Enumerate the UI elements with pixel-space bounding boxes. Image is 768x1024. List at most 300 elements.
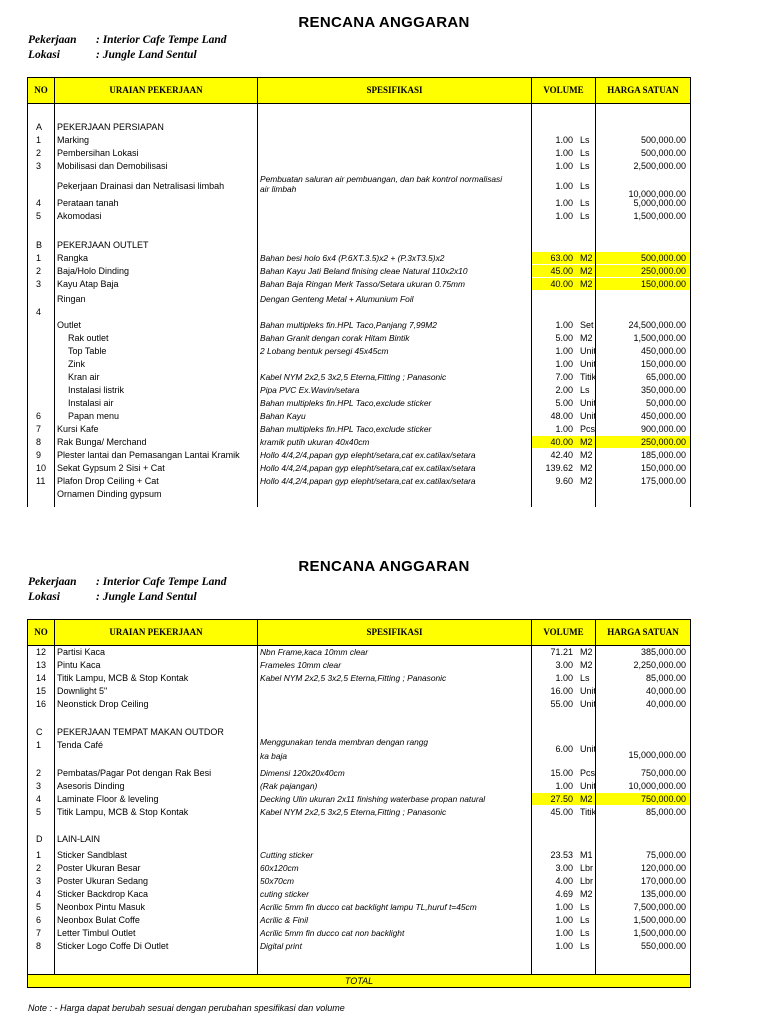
table-row: [28, 197, 692, 209]
table-row: [28, 147, 692, 159]
cell-volume: 1.00: [555, 161, 573, 171]
table-row: [28, 449, 692, 461]
table-row: [28, 862, 692, 874]
cell-unit: M2: [580, 889, 593, 899]
cell-volume: 42.40: [550, 450, 573, 460]
cell-volume: 48.00: [550, 411, 573, 421]
cell-unit: Unit: [580, 346, 597, 356]
cell-unit: M2: [580, 450, 593, 460]
cell-unit: Ls: [580, 941, 590, 951]
cell-uraian: Baja/Holo Dinding: [57, 266, 130, 276]
cell-harga: 40,000.00: [645, 686, 686, 696]
cell-uraian: Pembersihan Lokasi: [57, 148, 139, 158]
cell-no: 3: [36, 161, 42, 171]
cell-harga: 450,000.00: [640, 346, 686, 356]
cell-unit: Set: [580, 320, 594, 330]
table-row: [28, 698, 692, 710]
project-meta-2: [28, 575, 227, 605]
cell-unit: Unit: [580, 359, 597, 369]
cell-spesifikasi: (Rak pajangan): [260, 781, 318, 791]
cell-spesifikasi: Digital print: [260, 941, 302, 951]
cell-uraian: Pembatas/Pagar Pot dengan Rak Besi: [57, 768, 212, 778]
cell-uraian: Laminate Floor & leveling: [57, 794, 159, 804]
table-header: [27, 77, 691, 104]
table-body-2: [27, 646, 691, 974]
cell-no: 4: [36, 889, 42, 899]
table-row: [28, 121, 692, 133]
cell-no: 5: [36, 211, 42, 221]
cell-unit: Ls: [580, 915, 590, 925]
table-row: [28, 265, 692, 277]
cell-harga: 2,500,000.00: [633, 161, 686, 171]
cell-no: 7: [36, 928, 42, 938]
cell-uraian: Marking: [57, 135, 90, 145]
cell-uraian: Neonbox Bulat Coffe: [57, 915, 140, 925]
page-title: RENCANA ANGGARAN: [298, 14, 470, 31]
cell-uraian: Partisi Kaca: [57, 647, 106, 657]
cell-uraian: Instalasi air: [68, 398, 114, 408]
cell-uraian: Letter Timbul Outlet: [57, 928, 136, 938]
cell-unit: M2: [580, 253, 593, 263]
cell-uraian: PEKERJAAN PERSIAPAN: [57, 122, 164, 132]
cell-uraian: Akomodasi: [57, 211, 102, 221]
cell-spesifikasi: Acrilic & Finil: [260, 915, 308, 925]
table-row: [28, 475, 692, 487]
cell-no: 7: [36, 424, 42, 434]
cell-uraian: Titik Lampu, MCB & Stop Kontak: [57, 673, 189, 683]
cell-spesifikasi: Hollo 4/4,2/4,papan gyp elepht/setara,cat ex.catilax/setara: [260, 463, 476, 473]
cell-unit: M2: [580, 437, 593, 447]
cell-uraian: Kayu Atap Baja: [57, 279, 119, 289]
cell-spesifikasi: Bahan multipleks fin.HPL Taco,exclude sticker: [260, 398, 432, 408]
cell-harga: 175,000.00: [640, 476, 686, 486]
cell-spesifikasi-cont: air limbah: [260, 184, 297, 194]
table-row: [28, 685, 692, 697]
table-row: [28, 358, 692, 370]
cell-volume: 1.00: [555, 320, 573, 330]
table-row: [28, 672, 692, 684]
cell-harga: 5,000,000.00: [633, 198, 686, 208]
cell-no: 12: [36, 647, 47, 657]
cell-harga: 1,500,000.00: [633, 333, 686, 343]
cell-spesifikasi: Kabel NYM 2x2,5 3x2,5 Eterna,Fitting ; Panasonic: [260, 807, 447, 817]
cell-no: 4: [36, 794, 42, 804]
cell-volume: 45.00: [550, 266, 573, 276]
cell-spesifikasi: Bahan Granit dengan corak Hitam Bintik: [260, 333, 410, 343]
cell-uraian: Rangka: [57, 253, 89, 263]
pekerjaan-label: Pekerjaan: [28, 34, 77, 46]
cell-harga: 250,000.00: [640, 437, 686, 447]
cell-volume: 40.00: [550, 437, 573, 447]
cell-unit: M2: [580, 476, 593, 486]
table-row: [28, 888, 692, 900]
table-row: [28, 384, 692, 396]
cell-harga: 65,000.00: [645, 372, 686, 382]
cell-volume: 63.00: [550, 253, 573, 263]
cell-no: 4: [36, 198, 42, 208]
cell-volume: 1.00: [555, 359, 573, 369]
cell-spesifikasi: Dimensi 120x20x40cm: [260, 768, 345, 778]
cell-no: 9: [36, 450, 42, 460]
cell-unit: M2: [580, 279, 593, 289]
cell-uraian: Sticker Sandblast: [57, 850, 128, 860]
header-uraian: URAIAN PEKERJAAN: [55, 78, 258, 103]
cell-no: 2: [36, 266, 42, 276]
table-row: [28, 462, 692, 474]
cell-unit: M2: [580, 647, 593, 657]
cell-harga: 10,000,000.00: [628, 781, 686, 791]
cell-harga: 15,000,000.00: [628, 750, 686, 760]
cell-spesifikasi: Menggunakan tenda membran dengan rangg: [260, 737, 429, 747]
cell-uraian: Rak Bunga/ Merchand: [57, 437, 147, 447]
cell-no: 1: [36, 850, 42, 860]
cell-no: 10: [36, 463, 47, 473]
cell-unit: Ls: [580, 385, 590, 395]
cell-harga: 750,000.00: [640, 794, 686, 804]
cell-volume: 45.00: [550, 807, 573, 817]
cell-unit: Unit: [580, 781, 597, 791]
cell-volume: 1.00: [555, 902, 573, 912]
cell-volume: 5.00: [555, 398, 573, 408]
header-harga-2: HARGA SATUAN: [607, 627, 679, 637]
table-row: [28, 306, 692, 318]
cell-volume: 1.00: [555, 941, 573, 951]
cell-no: 1: [36, 740, 42, 750]
cell-uraian: Sekat Gypsum 2 Sisi + Cat: [57, 463, 165, 473]
cell-harga: 85,000.00: [645, 673, 686, 683]
cell-volume: 1.00: [555, 135, 573, 145]
table-row: [28, 914, 692, 926]
cell-spesifikasi: Bahan Baja Ringan Merk Tasso/Setara ukuran 0.75mm: [260, 279, 465, 289]
header-spesifikasi-2: SPESIFIKASI: [258, 620, 532, 645]
lokasi-label: Lokasi: [28, 49, 60, 61]
cell-harga: 550,000.00: [640, 941, 686, 951]
project-meta: [28, 33, 227, 63]
cell-harga: 120,000.00: [640, 863, 686, 873]
cell-no: 1: [36, 253, 42, 263]
cell-spesifikasi: Acrilic 5mm fin ducco cat backlight lampu TL,huruf t=45cm: [260, 902, 477, 912]
cell-no: 16: [36, 699, 47, 709]
table-row: [28, 488, 692, 500]
cell-unit: Ls: [580, 181, 590, 191]
cell-spesifikasi: Cutting sticker: [260, 850, 314, 860]
table-row: [28, 239, 692, 251]
table-row: [28, 397, 692, 409]
header-harga: HARGA SATUAN: [607, 85, 679, 95]
cell-volume: 27.50: [550, 794, 573, 804]
cell-spesifikasi: Nbn Frame,kaca 10mm clear: [260, 647, 368, 657]
cell-uraian: Sticker Logo Coffe Di Outlet: [57, 941, 169, 951]
cell-volume: 1.00: [555, 915, 573, 925]
table-header-2: [27, 619, 691, 646]
cell-spesifikasi: Bahan besi holo 6x4 (P.6XT.3.5)x2 + (P.3xT3.5)x2: [260, 253, 445, 263]
total-row: TOTAL: [27, 974, 691, 988]
cell-spesifikasi: Bahan Kayu: [260, 411, 306, 421]
cell-harga: 350,000.00: [640, 385, 686, 395]
table-row: [28, 345, 692, 357]
cell-unit: Unit: [580, 744, 597, 754]
cell-uraian: Top Table: [68, 346, 107, 356]
cell-volume: 4.69: [555, 889, 573, 899]
cell-uraian: PEKERJAAN OUTLET: [57, 240, 149, 250]
table-row: [28, 806, 692, 818]
table-row: [28, 293, 692, 305]
cell-uraian: Mobilisasi dan Demobilisasi: [57, 161, 168, 171]
cell-volume: 2.00: [555, 385, 573, 395]
lokasi-label-2: Lokasi: [28, 591, 60, 603]
cell-spesifikasi: Acrilic 5mm fin ducco cat non backlight: [260, 928, 405, 938]
table-row: [28, 940, 692, 952]
cell-spesifikasi: kramik putih ukuran 40x40cm: [260, 437, 370, 447]
cell-volume: 15.00: [550, 768, 573, 778]
cell-no: 5: [36, 807, 42, 817]
header-uraian-2: URAIAN PEKERJAAN: [55, 620, 258, 645]
cell-spesifikasi: 50x70cm: [260, 876, 294, 886]
cell-uraian: Neonbox Pintu Masuk: [57, 902, 146, 912]
header-spesifikasi: SPESIFIKASI: [258, 78, 532, 103]
cell-spesifikasi: Frameles 10mm clear: [260, 660, 341, 670]
cell-no: 3: [36, 279, 42, 289]
cell-no: 3: [36, 876, 42, 886]
table-row: [28, 252, 692, 264]
cell-volume: 1.00: [555, 211, 573, 221]
cell-spesifikasi: Hollo 4/4,2/4,papan gyp elepht/setara,cat ex.catilax/setara: [260, 450, 476, 460]
cell-uraian: Tenda Café: [57, 740, 104, 750]
cell-no: 6: [36, 411, 42, 421]
cell-harga: 2,250,000.00: [633, 660, 686, 670]
table-row: [28, 319, 692, 331]
cell-spesifikasi: Hollo 4/4,2/4,papan gyp elepht/setara,cat ex.catilax/setara: [260, 476, 476, 486]
cell-unit: Ls: [580, 135, 590, 145]
cell-spesifikasi: 60x120cm: [260, 863, 299, 873]
cell-no: 15: [36, 686, 47, 696]
table-row: [28, 174, 692, 199]
cell-harga: 150,000.00: [640, 279, 686, 289]
cell-uraian: Kran air: [68, 372, 100, 382]
page-title-2: RENCANA ANGGARAN: [298, 558, 470, 575]
cell-harga: 1,500,000.00: [633, 915, 686, 925]
cell-unit: Unit: [580, 398, 597, 408]
table-row: [28, 849, 692, 861]
cell-harga: 40,000.00: [645, 699, 686, 709]
cell-no: B: [36, 240, 43, 250]
table-row: [28, 793, 692, 805]
cell-unit: Lbr: [580, 876, 594, 886]
cell-unit: Titik: [580, 807, 597, 817]
cell-volume: 1.00: [555, 346, 573, 356]
cell-uraian: Pintu Kaca: [57, 660, 101, 670]
cell-harga: 7,500,000.00: [633, 902, 686, 912]
cell-uraian: Perataan tanah: [57, 198, 119, 208]
table-row: [28, 134, 692, 146]
cell-volume: 3.00: [555, 660, 573, 670]
cell-uraian: LAIN-LAIN: [57, 834, 101, 844]
cell-uraian: Plester lantai dan Pemasangan Lantai Kramik: [57, 450, 240, 460]
cell-uraian: Asesoris Dinding: [57, 781, 125, 791]
cell-volume: 71.21: [550, 647, 573, 657]
cell-unit: Ls: [580, 902, 590, 912]
cell-harga: 85,000.00: [645, 807, 686, 817]
cell-unit: Ls: [580, 198, 590, 208]
cell-no: D: [36, 834, 43, 844]
table-row: [28, 780, 692, 792]
cell-harga: 900,000.00: [640, 424, 686, 434]
cell-no: 8: [36, 941, 42, 951]
cell-harga: 150,000.00: [640, 359, 686, 369]
cell-spesifikasi: Bahan Kayu Jati Beland finising cleae Natural 110x2x10: [260, 266, 468, 276]
cell-unit: Ls: [580, 148, 590, 158]
cell-uraian: Neonstick Drop Ceiling: [57, 699, 149, 709]
cell-spesifikasi: 2 Lobang bentuk persegi 45x45cm: [260, 346, 389, 356]
cell-volume: 1.00: [555, 148, 573, 158]
cell-uraian: Titik Lampu, MCB & Stop Kontak: [57, 807, 189, 817]
lokasi-value: : Jungle Land Sentul: [96, 49, 197, 61]
cell-volume: 139.62: [545, 463, 573, 473]
cell-spesifikasi: Kabel NYM 2x2,5 3x2,5 Eterna,Fitting ; Panasonic: [260, 673, 447, 683]
table-row: [28, 332, 692, 344]
cell-harga: 135,000.00: [640, 889, 686, 899]
cell-spesifikasi: Pembuatan saluran air pembuangan, dan bak kontrol normalisasi: [260, 174, 503, 184]
cell-no: A: [36, 122, 43, 132]
cell-volume: 9.60: [555, 476, 573, 486]
cell-harga: 385,000.00: [640, 647, 686, 657]
cell-volume: 1.00: [555, 424, 573, 434]
table-body: [27, 104, 691, 507]
cell-spesifikasi: Dengan Genteng Metal + Alumunium Foil: [260, 294, 414, 304]
cell-unit: Ls: [580, 211, 590, 221]
cell-spesifikasi-cont: ka baja: [260, 751, 288, 761]
cell-unit: M2: [580, 333, 593, 343]
cell-uraian: Instalasi listrik: [68, 385, 125, 395]
cell-uraian: Ornamen Dinding gypsum: [57, 489, 162, 499]
cell-unit: M1: [580, 850, 593, 860]
cell-uraian: Plafon Drop Ceiling + Cat: [57, 476, 159, 486]
cell-spesifikasi: Decking Ulin ukuran 2x11 finishing waterbase propan natural: [260, 794, 486, 804]
cell-harga: 24,500,000.00: [628, 320, 686, 330]
cell-volume: 23.53: [550, 850, 573, 860]
cell-harga: 500,000.00: [640, 253, 686, 263]
cell-no: 3: [36, 781, 42, 791]
cell-volume: 1.00: [555, 181, 573, 191]
cell-spesifikasi: cuting sticker: [260, 889, 309, 899]
cell-no: 1: [36, 135, 42, 145]
table-row: [28, 833, 692, 845]
cell-no: C: [36, 727, 43, 737]
cell-harga: 75,000.00: [645, 850, 686, 860]
cell-no: 13: [36, 660, 47, 670]
cell-uraian: Pekerjaan Drainasi dan Netralisasi limbah: [57, 181, 225, 191]
header-volume: VOLUME: [532, 78, 596, 103]
cell-volume: 1.00: [555, 198, 573, 208]
cell-no: 14: [36, 673, 47, 683]
header-no-2: NO: [28, 620, 55, 645]
table-row: [28, 278, 692, 290]
cell-volume: 4.00: [555, 876, 573, 886]
cell-harga: 450,000.00: [640, 411, 686, 421]
table-row: [28, 927, 692, 939]
cell-spesifikasi: Pipa PVC Ex.Wavin/setara: [260, 385, 360, 395]
cell-uraian: Kursi Kafe: [57, 424, 99, 434]
cell-harga: 500,000.00: [640, 135, 686, 145]
cell-no: 6: [36, 915, 42, 925]
cell-volume: 6.00: [555, 744, 573, 754]
cell-unit: M2: [580, 794, 593, 804]
cell-unit: Unit: [580, 686, 597, 696]
cell-spesifikasi: Bahan multipleks fin.HPL Taco,Panjang 7,99M2: [260, 320, 437, 330]
cell-no: 2: [36, 863, 42, 873]
cell-uraian: Papan menu: [68, 411, 120, 421]
cell-volume: 40.00: [550, 279, 573, 289]
table-row: [28, 410, 692, 422]
cell-volume: 1.00: [555, 928, 573, 938]
cell-harga: 250,000.00: [640, 266, 686, 276]
cell-uraian: Sticker Backdrop Kaca: [57, 889, 149, 899]
cell-harga: 50,000.00: [645, 398, 686, 408]
pekerjaan-value: : Interior Cafe Tempe Land: [96, 34, 227, 46]
cell-uraian: Poster Ukuran Sedang: [57, 876, 149, 886]
cell-no: 2: [36, 768, 42, 778]
cell-no: 2: [36, 148, 42, 158]
cell-uraian: Poster Ukuran Besar: [57, 863, 141, 873]
cell-harga: 10,000,000.00: [628, 189, 686, 199]
cell-no: 11: [36, 476, 46, 486]
cell-unit: Unit: [580, 411, 597, 421]
cell-uraian: Zink: [68, 359, 86, 369]
cell-harga: 1,500,000.00: [633, 211, 686, 221]
table-row: [28, 901, 692, 913]
cell-volume: 55.00: [550, 699, 573, 709]
cell-uraian: Rak outlet: [68, 333, 109, 343]
header-volume-2: VOLUME: [532, 620, 596, 645]
table-row: [28, 659, 692, 671]
cell-unit: Titik: [580, 372, 597, 382]
cell-volume: 16.00: [550, 686, 573, 696]
table-row: [28, 436, 692, 448]
cell-no: 5: [36, 902, 42, 912]
cell-harga: 1,500,000.00: [633, 928, 686, 938]
table-row: [28, 160, 692, 172]
cell-unit: Pcs: [580, 768, 596, 778]
pekerjaan-label-2: Pekerjaan: [28, 576, 77, 588]
header-no: NO: [28, 78, 55, 103]
cell-harga: 500,000.00: [640, 148, 686, 158]
cell-unit: M2: [580, 266, 593, 276]
table-row: [28, 371, 692, 383]
cell-spesifikasi: Bahan multipleks fin.HPL Taco,exclude sticker: [260, 424, 432, 434]
pekerjaan-value-2: : Interior Cafe Tempe Land: [96, 576, 227, 588]
cell-volume: 5.00: [555, 333, 573, 343]
cell-unit: Pcs: [580, 424, 596, 434]
cell-uraian: Downlight 5": [57, 686, 108, 696]
cell-volume: 3.00: [555, 863, 573, 873]
cell-harga: 150,000.00: [640, 463, 686, 473]
cell-unit: Ls: [580, 928, 590, 938]
lokasi-value-2: : Jungle Land Sentul: [96, 591, 197, 603]
cell-unit: Lbr: [580, 863, 594, 873]
table-row: [28, 210, 692, 222]
cell-volume: 7.00: [555, 372, 573, 382]
cell-unit: Ls: [580, 161, 590, 171]
cell-uraian: Ringan: [57, 294, 86, 304]
footnote: Note : - Harga dapat berubah sesuai dengan perubahan spesifikasi dan volume: [28, 1003, 345, 1013]
table-row: [28, 646, 692, 658]
cell-no: 4: [36, 307, 42, 317]
cell-harga: 750,000.00: [640, 768, 686, 778]
cell-unit: Unit: [580, 699, 597, 709]
table-row: [28, 423, 692, 435]
cell-spesifikasi: Kabel NYM 2x2,5 3x2,5 Eterna,Fitting ; Panasonic: [260, 372, 447, 382]
cell-unit: Ls: [580, 673, 590, 683]
